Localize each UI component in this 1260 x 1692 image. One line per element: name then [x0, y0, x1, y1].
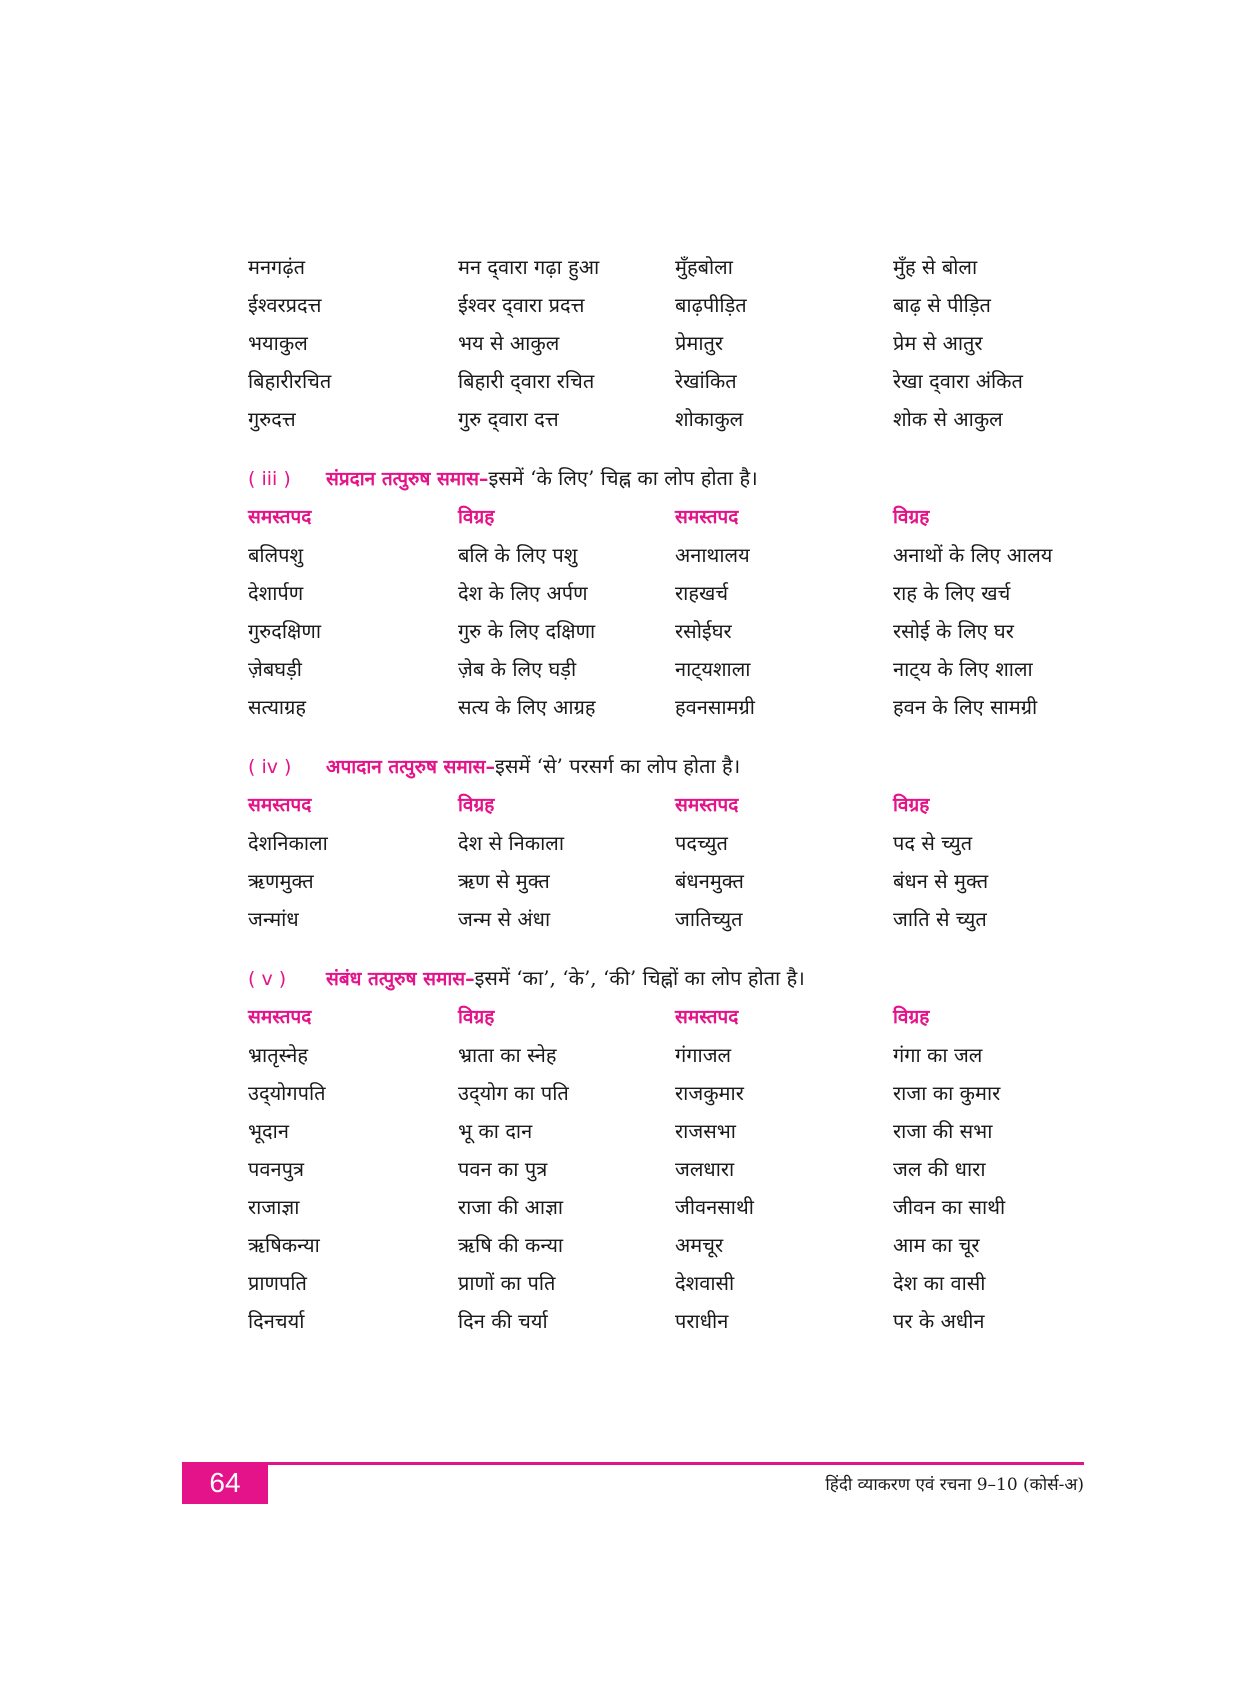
samastpad-cell: बलिपशु — [248, 543, 304, 567]
samastpad-cell: मनगढ़ंत — [248, 255, 305, 279]
section-description: इसमें ‘के लिए’ चिह्न का लोप होता है। — [488, 466, 758, 490]
samastpad-cell: पराधीन — [675, 1309, 729, 1333]
vigrah-cell: भू का दान — [458, 1119, 533, 1143]
vigrah-cell: गुरु द्‌वारा दत्त — [458, 407, 559, 431]
table-row — [248, 1112, 1108, 1150]
samastpad-cell: ऋणमुक्त — [248, 869, 314, 893]
samastpad-cell: अमचूर — [675, 1233, 724, 1257]
column-header: समस्तपद — [248, 794, 312, 816]
vigrah-cell: गंगा का जल — [893, 1043, 983, 1067]
table-row — [248, 1302, 1108, 1340]
vigrah-cell: पवन का पुत्र — [458, 1157, 548, 1181]
section-heading — [248, 958, 1108, 998]
vigrah-cell: दिन की चर्या — [458, 1309, 548, 1333]
section-heading — [248, 458, 1108, 498]
vigrah-cell: प्रेम से आतुर — [893, 331, 983, 355]
page-number: 64 — [182, 1462, 268, 1504]
table-row — [248, 862, 1108, 900]
samastpad-cell: ईश्वरप्रदत्त — [248, 293, 322, 317]
footer-divider — [182, 1462, 1084, 1465]
samastpad-cell: राजाज्ञा — [248, 1195, 300, 1219]
section-title: अपादान तत्पुरुष समास– — [326, 756, 496, 778]
section-sambandh — [248, 958, 1108, 1340]
samastpad-cell: भ्रातृस्नेह — [248, 1043, 308, 1067]
samastpad-cell: मुँहबोला — [675, 255, 733, 279]
vigrah-cell: गुरु के लिए दक्षिणा — [458, 619, 596, 643]
vigrah-cell: बलि के लिए पशु — [458, 543, 578, 567]
vigrah-cell: शोक से आकुल — [893, 407, 1003, 431]
vigrah-cell: ऋण से मुक्त — [458, 869, 550, 893]
vigrah-cell: भ्राता का स्नेह — [458, 1043, 557, 1067]
column-header: समस्तपद — [248, 1006, 312, 1028]
table-row — [248, 536, 1108, 574]
samastpad-cell: गुरुदक्षिणा — [248, 619, 321, 643]
vigrah-cell: देश के लिए अर्पण — [458, 581, 588, 605]
vigrah-cell: जाति से च्युत — [893, 907, 987, 931]
table-row — [248, 1188, 1108, 1226]
samastpad-cell: रेखांकित — [675, 369, 737, 393]
column-header: समस्तपद — [248, 506, 312, 528]
samastpad-cell: देशवासी — [675, 1271, 735, 1295]
section-title: संप्रदान तत्पुरुष समास– — [326, 468, 489, 490]
vigrah-cell: मुँह से बोला — [893, 255, 978, 279]
table-row — [248, 824, 1108, 862]
samastpad-cell: अनाथालय — [675, 543, 750, 567]
table-row — [248, 574, 1108, 612]
table-row — [248, 612, 1108, 650]
samastpad-cell: देशार्पण — [248, 581, 304, 605]
samastpad-cell: जीवनसाथी — [675, 1195, 754, 1219]
samastpad-cell: पदच्युत — [675, 831, 728, 855]
vigrah-cell: बिहारी द्‌वारा रचित — [458, 369, 595, 393]
samastpad-cell: देशनिकाला — [248, 831, 328, 855]
section-sampradan — [248, 458, 1108, 726]
column-header: विग्रह — [893, 794, 930, 816]
column-header: विग्रह — [893, 506, 930, 528]
samastpad-cell: गंगाजल — [675, 1043, 732, 1067]
table-row — [248, 900, 1108, 938]
samastpad-cell: जलधारा — [675, 1157, 735, 1181]
samastpad-cell: हवनसामग्री — [675, 695, 755, 719]
vigrah-cell: पद से च्युत — [893, 831, 973, 855]
table-row — [248, 286, 1108, 324]
table-row — [248, 1226, 1108, 1264]
vigrah-cell: राह के लिए खर्च — [893, 581, 1011, 605]
vigrah-cell: भय से आकुल — [458, 331, 560, 355]
vigrah-cell: प्राणों का पति — [458, 1271, 556, 1295]
samastpad-cell: पवनपुत्र — [248, 1157, 304, 1181]
table-row — [248, 1036, 1108, 1074]
samastpad-cell: शोकाकुल — [675, 407, 744, 431]
samastpad-cell: जन्मांध — [248, 907, 299, 931]
samastpad-cell: रसोईघर — [675, 619, 732, 643]
samastpad-cell: राहखर्च — [675, 581, 729, 605]
samastpad-cell: प्राणपति — [248, 1271, 307, 1295]
table-row — [248, 1150, 1108, 1188]
vigrah-cell: नाट्‌य के लिए शाला — [893, 657, 1033, 681]
table-header-row — [248, 786, 1108, 824]
samastpad-cell: जातिच्युत — [675, 907, 743, 931]
table-row — [248, 400, 1108, 438]
vigrah-cell: ऋषि की कन्या — [458, 1233, 564, 1257]
samastpad-cell: उद्‌योगपति — [248, 1081, 326, 1105]
section-description: इसमें ‘का’, ‘के’, ‘की’ चिह्नों का लोप होता है। — [474, 966, 805, 990]
samastpad-cell: बिहारीरचित — [248, 369, 332, 393]
column-header: विग्रह — [458, 1006, 495, 1028]
vigrah-cell: ज़ेब के लिए घड़ी — [458, 657, 577, 681]
vigrah-cell: हवन के लिए सामग्री — [893, 695, 1038, 719]
section-description: इसमें ‘से’ परसर्ग का लोप होता है। — [495, 754, 741, 778]
samastpad-cell: गुरुदत्त — [248, 407, 296, 431]
vigrah-cell: जीवन का साथी — [893, 1195, 1006, 1219]
vigrah-cell: राजा का कुमार — [893, 1081, 1001, 1105]
vigrah-cell: अनाथों के लिए आलय — [893, 543, 1053, 567]
vigrah-cell: पर के अधीन — [893, 1309, 985, 1333]
column-header: विग्रह — [893, 1006, 930, 1028]
samastpad-cell: ज़ेबघड़ी — [248, 657, 302, 681]
table-header-row — [248, 498, 1108, 536]
vigrah-cell: सत्य के लिए आग्रह — [458, 695, 596, 719]
table-header-row — [248, 998, 1108, 1036]
vigrah-cell: ईश्वर द्‌वारा प्रदत्त — [458, 293, 585, 317]
samastpad-cell: प्रेमातुर — [675, 331, 724, 355]
vigrah-cell: बंधन से मुक्त — [893, 869, 989, 893]
page-content — [248, 248, 1108, 1340]
vigrah-cell: जन्म से अंधा — [458, 907, 551, 931]
section-number: ( iv ) — [248, 756, 292, 778]
book-title: हिंदी व्याकरण एवं रचना 9–10 (कोर्स-अ) — [825, 1475, 1084, 1495]
vigrah-cell: जल की धारा — [893, 1157, 986, 1181]
section-number: ( v ) — [248, 968, 287, 990]
table-row — [248, 248, 1108, 286]
vigrah-cell: मन द्‌वारा गढ़ा हुआ — [458, 255, 600, 279]
vigrah-cell: राजा की सभा — [893, 1119, 993, 1143]
samastpad-cell: सत्याग्रह — [248, 695, 306, 719]
section-title: संबंध तत्पुरुष समास– — [326, 968, 475, 990]
section-apadan — [248, 746, 1108, 938]
table-row — [248, 1264, 1108, 1302]
samastpad-cell: नाट्‌यशाला — [675, 657, 751, 681]
samastpad-cell: दिनचर्या — [248, 1309, 305, 1333]
samastpad-cell: राजकुमार — [675, 1081, 744, 1105]
table-row — [248, 324, 1108, 362]
vigrah-cell: उद्‌योग का पति — [458, 1081, 569, 1105]
samastpad-cell: भूदान — [248, 1119, 289, 1143]
column-header: समस्तपद — [675, 1006, 739, 1028]
vigrah-cell: देश का वासी — [893, 1271, 986, 1295]
vigrah-cell: राजा की आज्ञा — [458, 1195, 564, 1219]
table-row — [248, 362, 1108, 400]
vigrah-cell: बाढ़ से पीड़ित — [893, 293, 991, 317]
vigrah-cell: आम का चूर — [893, 1233, 980, 1257]
samastpad-cell: भयाकुल — [248, 331, 308, 355]
section-number: ( iii ) — [248, 468, 291, 490]
samastpad-cell: ऋषिकन्या — [248, 1233, 320, 1257]
section-heading — [248, 746, 1108, 786]
samastpad-cell: बाढ़पीड़ित — [675, 293, 747, 317]
table-row — [248, 1074, 1108, 1112]
vigrah-cell: रेखा द्‌वारा अंकित — [893, 369, 1023, 393]
samastpad-cell: राजसभा — [675, 1119, 736, 1143]
column-header: समस्तपद — [675, 506, 739, 528]
samastpad-cell: बंधनमुक्त — [675, 869, 744, 893]
column-header: विग्रह — [458, 506, 495, 528]
table-row — [248, 688, 1108, 726]
column-header: समस्तपद — [675, 794, 739, 816]
top-table — [248, 248, 1108, 438]
vigrah-cell: रसोई के लिए घर — [893, 619, 1014, 643]
table-row — [248, 650, 1108, 688]
vigrah-cell: देश से निकाला — [458, 831, 565, 855]
column-header: विग्रह — [458, 794, 495, 816]
